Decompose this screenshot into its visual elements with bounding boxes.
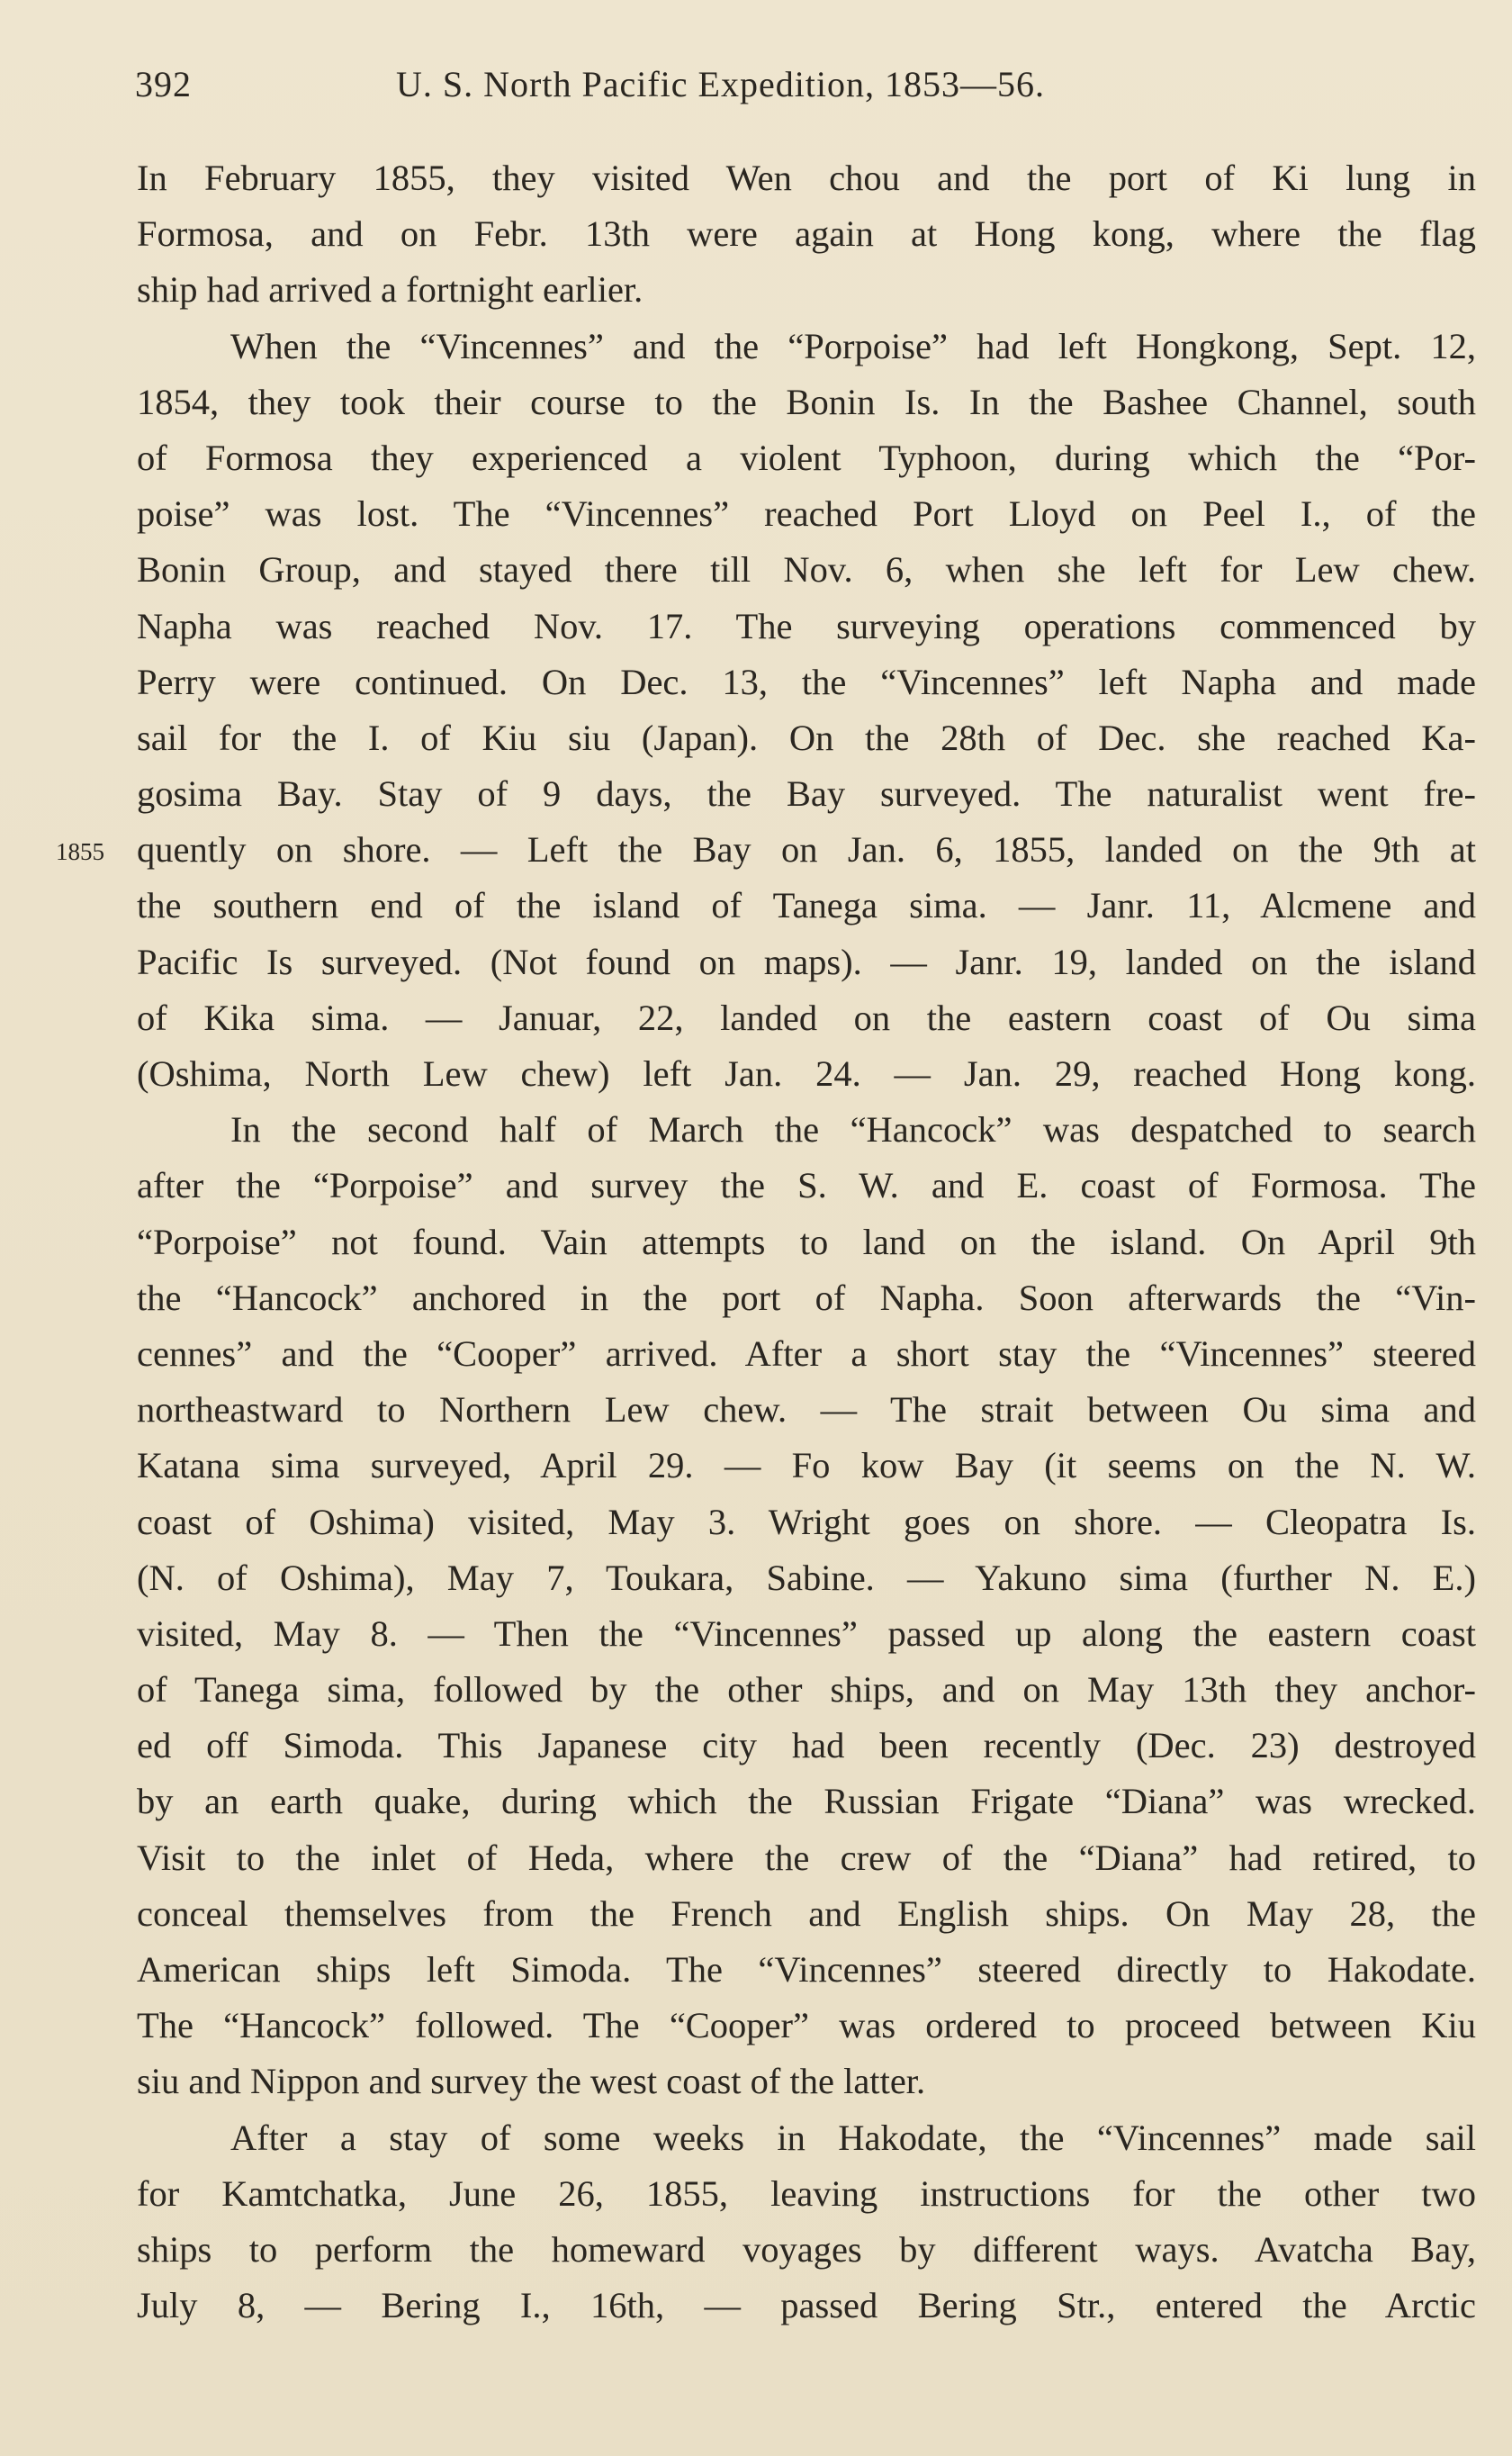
text-line: of Kika sima. — Januar, 22, landed on the eastern coast of Ou sima — [137, 997, 1476, 1038]
text-line: by an earth quake, during which the Russian Frigate “Diana” was wrecked. — [137, 1781, 1476, 1822]
text-line: siu and Nippon and survey the west coast of the latter. — [137, 2061, 926, 2102]
page-number: 392 — [135, 64, 192, 104]
text-line: ed off Simoda. This Japanese city had been recently (Dec. 23) destroyed — [137, 1725, 1476, 1766]
text-line: When the “Vincennes” and the “Porpoise” had left Hongkong, Sept. 12, — [230, 325, 1476, 366]
text-line: Visit to the inlet of Heda, where the crew of the “Diana” had retired, to — [137, 1837, 1476, 1878]
text-line: (Oshima, North Lew chew) left Jan. 24. — Jan. 29, reached Hong kong. — [137, 1053, 1476, 1094]
text-line: conceal themselves from the French and English ships. On May 28, the — [137, 1892, 1476, 1934]
text-line: for Kamtchatka, June 26, 1855, leaving instructions for the other two — [137, 2172, 1476, 2214]
text-line: Pacific Is surveyed. (Not found on maps). — Janr. 19, landed on the island — [137, 941, 1476, 982]
text-line: In February 1855, they visited Wen chou and the port of Ki lung in — [137, 158, 1476, 198]
text-line: coast of Oshima) visited, May 3. Wright goes on shore. — Cleopatra Is. — [137, 1501, 1476, 1542]
text-line: of Tanega sima, followed by the other ships, and on May 13th they anchor- — [137, 1669, 1476, 1711]
text-line: the “Hancock” anchored in the port of Napha. Soon afterwards the “Vin- — [137, 1277, 1476, 1318]
text-line: northeastward to Northern Lew chew. — The strait between Ou sima and — [137, 1389, 1476, 1431]
text-line: July 8, — Bering I., 16th, — passed Bering Str., entered the Arctic — [137, 2285, 1476, 2326]
text-line: The “Hancock” followed. The “Cooper” was ordered to proceed between Kiu — [137, 2005, 1476, 2046]
text-line: Napha was reached Nov. 17. The surveying operations commenced by — [137, 605, 1476, 646]
text-line: quently on shore. — Left the Bay on Jan. 6, 1855, landed on the 9th at — [137, 829, 1476, 871]
text-line: after the “Porpoise” and survey the S. W. and E. coast of Formosa. The — [137, 1165, 1476, 1206]
text-line: After a stay of some weeks in Hakodate, the “Vincennes” made sail — [230, 2117, 1476, 2158]
text-line: the southern end of the island of Tanega sima. — Janr. 11, Alcmene and — [137, 885, 1476, 926]
text-line: poise” was lost. The “Vincennes” reached Port Lloyd on Peel I., of the — [137, 493, 1476, 535]
running-head: U. S. North Pacific Expedition, 1853—56. — [396, 64, 1046, 104]
text-line: visited, May 8. — Then the “Vincennes” passed up along the eastern coast — [137, 1612, 1476, 1654]
text-line: gosima Bay. Stay of 9 days, the Bay surveyed. The naturalist went fre- — [137, 773, 1476, 815]
text-line: Katana sima surveyed, April 29. — Fo kow Bay (it seems on the N. W. — [137, 1445, 1476, 1486]
text-line: cennes” and the “Cooper” arrived. After a short stay the “Vincennes” steered — [137, 1332, 1476, 1374]
page-header — [135, 56, 1476, 110]
text-line: ship had arrived a fortnight earlier. — [137, 269, 644, 311]
text-line: “Porpoise” not found. Vain attempts to land on the island. On April 9th — [137, 1221, 1476, 1262]
text-line: Perry were continued. On Dec. 13, the “Vincennes” left Napha and made — [137, 661, 1476, 702]
text-line: (N. of Oshima), May 7, Toukara, Sabine. — Yakuno sima (further N. E.) — [137, 1557, 1476, 1598]
text-line: 1854, they took their course to the Bonin Is. In the Bashee Channel, south — [137, 381, 1476, 422]
text-line: In the second half of March the “Hancock” was despatched to search — [230, 1109, 1476, 1151]
text-line: ships to perform the homeward voyages by different ways. Avatcha Bay, — [137, 2228, 1476, 2270]
text-line: Bonin Group, and stayed there till Nov. 6, when she left for Lew chew. — [137, 549, 1476, 591]
text-line: American ships left Simoda. The “Vincennes” steered directly to Hakodate. — [137, 1949, 1476, 1990]
text-line: sail for the I. of Kiu siu (Japan). On the 28th of Dec. she reached Ka- — [137, 717, 1476, 758]
body-text — [137, 150, 1476, 2334]
text-line: Formosa, and on Febr. 13th were again at Hong kong, where the flag — [137, 213, 1476, 255]
margin-year-note: 1855 — [56, 838, 104, 865]
text-line: of Formosa they experienced a violent Typhoon, during which the “Por- — [137, 437, 1476, 478]
